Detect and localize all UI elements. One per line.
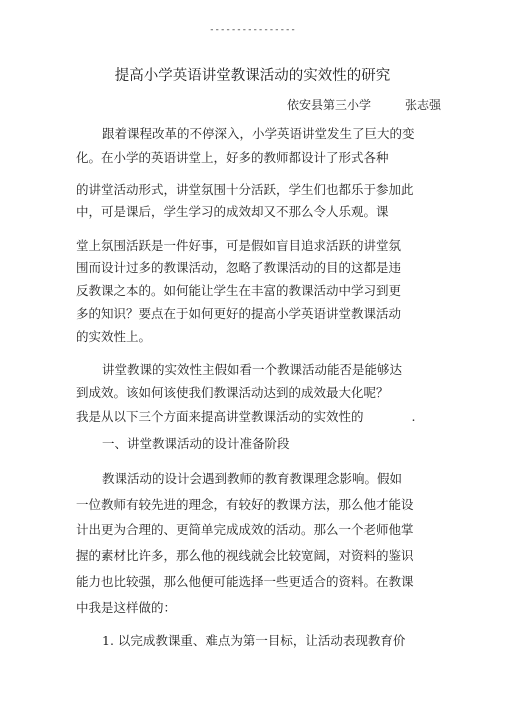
header-rule: ---------------- [209, 25, 296, 35]
paragraph-line: 能力也比较强，那么他便可能选择一些更适合的资料。在教课 [76, 574, 414, 589]
paragraph-line: 跟着课程改革的不停深入，小学英语讲堂发生了巨大的变 [102, 126, 415, 141]
paragraph-line: 中，可是课后，学生学习的成效却又不那么令人乐观。课 [76, 204, 389, 219]
section-heading: 一、讲堂教课活动的设计准备阶段 [102, 436, 290, 451]
author-name: 张志强 [404, 98, 441, 112]
paragraph-line: 教课活动的设计会遇到教师的教育教课理念影响。假如 [102, 471, 403, 486]
paragraph-line: 化。在小学的英语讲堂上，好多的教师都设计了形式各种 [76, 150, 389, 165]
paragraph-line: 计出更为合理的、更简单完成成效的活动。那么一个老师他掌 [76, 522, 414, 537]
paragraph-period: . [411, 409, 416, 424]
author-school: 依安县第三小学 [286, 98, 371, 112]
paragraph-line: 到成效。该如何该使我们教课活动达到的成效最大化呢？ [76, 385, 389, 400]
paragraph-line: 中我是这样做的： [76, 600, 177, 615]
paragraph-line: 讲堂教课的实效性主假如看一个教课活动能否是能够达 [102, 362, 403, 377]
paragraph-line: 堂上氛围活跃是一件好事，可是假如盲目追求活跃的讲堂氛 [76, 238, 402, 253]
author-line [287, 96, 441, 113]
paragraph-text: 我是从以下三个方面来提高讲堂教课活动的实效性的 [76, 409, 364, 424]
document-title: 提高小学英语讲堂教课活动的实效性的研究 [114, 68, 391, 84]
paragraph-line: 的实效性上。 [76, 329, 152, 344]
paragraph-line: 多的知识？要点在于如何更好的提高小学英语讲堂教课活动 [76, 306, 402, 321]
paragraph-line: 握的素材比许多，那么他的视线就会比较宽阔，对资料的鉴识 [76, 548, 414, 563]
paragraph-line: 的讲堂活动形式，讲堂氛围十分活跃，学生们也都乐于参加此 [76, 182, 414, 197]
paragraph-line: 围而设计过多的教课活动，忽略了教课活动的目的这都是违 [76, 260, 402, 275]
list-item: 1. 以完成教课重、难点为第一目标，让活动表现教育价 [102, 633, 406, 648]
paragraph-line: 反教课之本的。如何能让学生在丰富的教课活动中学习到更 [76, 283, 402, 298]
paragraph-line [76, 407, 416, 425]
paragraph-line: 一位教师有较先进的理念，有较好的教课方法，那么他才能设 [76, 497, 414, 512]
